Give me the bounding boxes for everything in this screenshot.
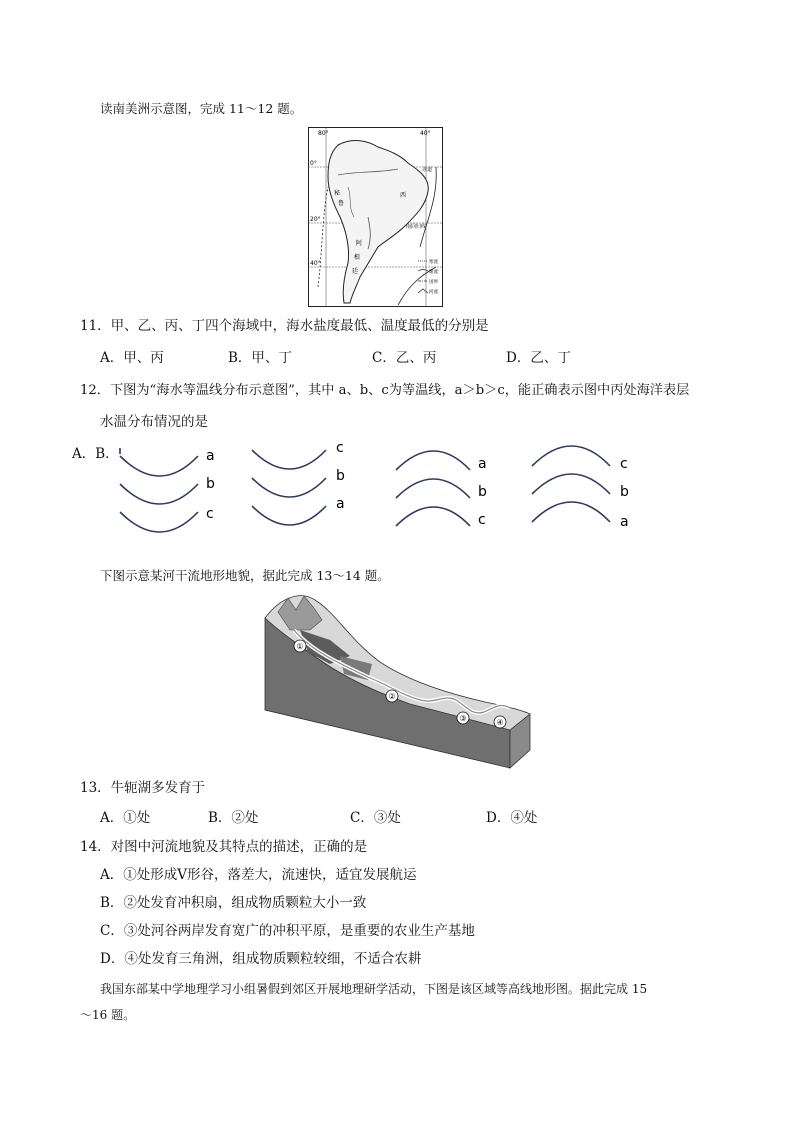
svg-text:国界: 国界 xyxy=(429,280,438,285)
q12-diagram-a-label-2: b xyxy=(206,476,215,492)
intro-13-14: 下图示意某河干流地形地貌，据此完成 13～14 题。 xyxy=(100,568,390,583)
map-arg-1: 阿 xyxy=(356,240,363,247)
map-lat-40: 40° xyxy=(310,260,321,267)
q11-option-b[interactable]: B．甲、丁 xyxy=(228,350,292,366)
q14-stem: 14．对图中河流地貌及其特点的描述，正确的是 xyxy=(80,839,368,855)
q12-diagram-d-label-1: c xyxy=(620,456,628,472)
intro-11-12: 读南美洲示意图，完成 11～12 题。 xyxy=(100,101,303,116)
q12-diagram-c-label-3: c xyxy=(478,512,486,528)
q12-option-prefix: A．B． xyxy=(72,446,119,462)
map-lon-80: 80° xyxy=(318,130,329,137)
q12-diagram-c-label-1: a xyxy=(478,456,487,472)
q12-diagram-b-label-3: a xyxy=(336,496,345,512)
map-tropic: 南回归线 xyxy=(406,224,427,230)
q13-option-a[interactable]: A．①处 xyxy=(100,810,151,826)
q13-option-b[interactable]: B．②处 xyxy=(208,810,259,826)
q13-option-d[interactable]: D．④处 xyxy=(486,810,538,826)
map-peru-1: 秘 xyxy=(334,190,341,197)
q12-diagram-c-label-2: b xyxy=(478,484,487,500)
map-lon-40: 40° xyxy=(420,130,431,137)
q12-diagrams[interactable] xyxy=(110,436,650,536)
intro-15-16-line1: 我国东部某中学地理学习小组暑假到郊区开展地理研学活动，下图是该区域等高线地形图。据此完成 15 xyxy=(100,982,648,996)
map-arg-2: 根 xyxy=(354,254,361,261)
map-lat-20: 20° xyxy=(310,216,321,223)
q12-diagram-c xyxy=(396,451,470,526)
q12-stem-line1: 12．下图为“海水等温线分布示意图”，其中 a、b、c为等温线，a＞b＞c，能正确表示图中丙处海洋表层 xyxy=(80,383,690,398)
river-marker-4: ④ xyxy=(496,718,504,727)
q11-option-d[interactable]: D．乙、丁 xyxy=(506,350,571,366)
q14-option-a[interactable]: A．①处形成Ⅴ形谷，落差大，流速快，适宜发展航运 xyxy=(100,867,417,883)
map-equator: 赤道 xyxy=(422,167,433,173)
map-lat-0: 0° xyxy=(310,160,317,167)
q12-diagram-d-label-3: a xyxy=(620,514,629,530)
river-terrain-figure xyxy=(260,590,540,770)
south-america-map xyxy=(308,127,443,307)
map-peru-2: 鲁 xyxy=(338,200,345,207)
q12-diagram-b-label-1: c xyxy=(336,440,344,456)
q14-option-d[interactable]: D．④处发育三角洲，组成物质颗粒较细，不适合农耕 xyxy=(100,951,422,967)
q12-diagram-b-label-2: b xyxy=(336,468,345,484)
q11-stem: 11．甲、乙、丙、丁四个海域中，海水盐度最低、温度最低的分别是 xyxy=(80,318,489,334)
svg-text:寒流: 寒流 xyxy=(429,260,438,265)
q14-option-c[interactable]: C．③处河谷两岸发育宽广的冲积平原，是重要的农业生产基地 xyxy=(100,923,475,939)
q12-diagram-a-label-1: a xyxy=(206,448,215,464)
map-brazil-char: 西 xyxy=(400,192,407,199)
q12-diagram-a xyxy=(120,448,198,532)
q12-stem-line2: 水温分布情况的是 xyxy=(100,414,208,430)
q12-diagram-d xyxy=(532,446,610,522)
q13-option-c[interactable]: C．③处 xyxy=(350,810,401,826)
q12-diagram-b xyxy=(252,450,326,525)
svg-text:河流: 河流 xyxy=(429,290,438,295)
q12-diagram-d-label-2: b xyxy=(620,484,629,500)
q11-option-a[interactable]: A．甲、丙 xyxy=(100,350,164,366)
river-marker-3: ③ xyxy=(459,714,467,723)
svg-text:暖流: 暖流 xyxy=(429,270,438,275)
river-marker-2: ② xyxy=(388,692,396,701)
map-arg-3: 廷 xyxy=(352,268,359,275)
q13-stem: 13．牛轭湖多发育于 xyxy=(80,780,206,796)
q12-diagram-a-label-3: c xyxy=(206,506,214,522)
intro-15-16-line2: ～16 题。 xyxy=(80,1008,136,1022)
river-marker-1: ① xyxy=(296,642,304,651)
q14-option-b[interactable]: B．②处发育冲积扇，组成物质颗粒大小一致 xyxy=(100,895,367,911)
q11-option-c[interactable]: C．乙、丙 xyxy=(372,350,437,366)
